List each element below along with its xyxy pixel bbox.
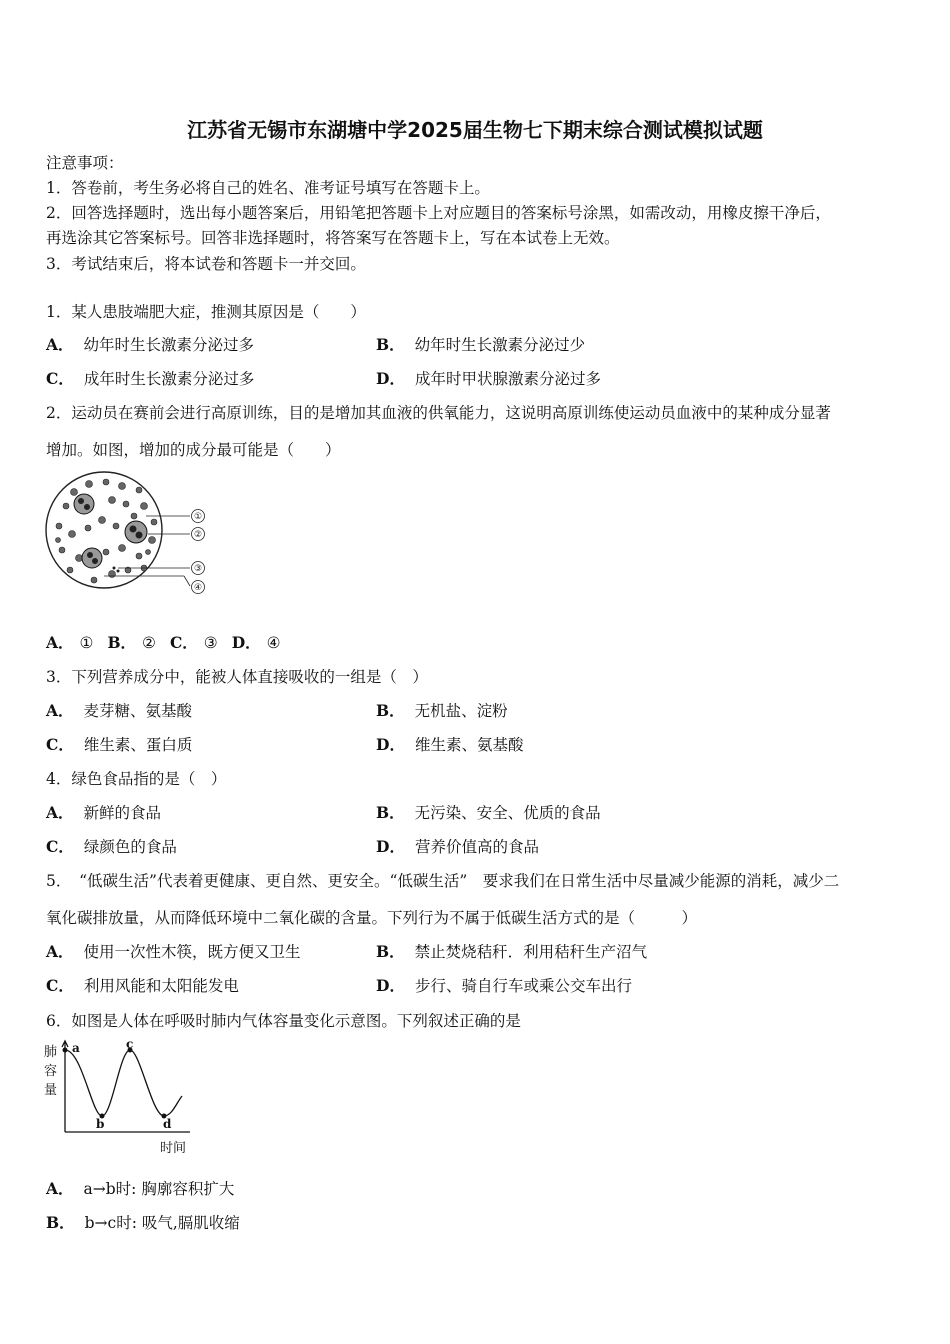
option-label: C． [46,837,74,856]
notice-item: 1．答卷前，考生务必将自己的姓名、准考证号填写在答题卡上。 [46,179,490,197]
graph-point-d: d [163,1117,172,1131]
option-text: 禁止焚烧秸秆．利用秸秆生产沼气 [414,943,648,961]
graph-y-label: 肺 [44,1045,58,1060]
option-text: 成年时生长激素分泌过多 [83,370,255,388]
option-label: D． [376,369,405,388]
figure-label-1: ① [193,512,203,522]
graph-point-a: a [72,1041,80,1055]
option-label: D． [231,633,261,652]
question-1-stem: 1．某人患肢端肥大症，推测其原因是（ ） [46,303,366,321]
option-a [46,701,192,721]
question-4-stem: 4．绿色食品指的是（ ） [46,770,227,788]
option-a [46,803,161,823]
blood-smear-figure [44,470,214,598]
option-text: 无污染、安全、优质的食品 [414,804,601,822]
option-text: 步行、骑自行车或乘公交车出行 [414,977,632,995]
option-c [46,837,177,857]
option-label: B． [376,701,405,720]
question-6-stem: 6．如图是人体在呼吸时肺内气体容量变化示意图。下列叙述正确的是 [46,1012,521,1030]
option-c [46,369,254,389]
option-label: C． [46,976,74,995]
option-c [46,976,239,996]
notice-item: 3．考试结束后，将本试卷和答题卡一并交回。 [46,255,366,273]
option-c [46,735,192,755]
option-text: 无机盐、淀粉 [414,702,508,720]
graph-point-c: c [126,1038,134,1051]
option-label: A． [46,335,74,354]
option-label: B． [376,335,405,354]
option-label: C． [169,633,198,652]
option-d [376,369,601,389]
lung-volume-graph [42,1038,202,1160]
question-2-stem: 2．运动员在赛前会进行高原训练，目的是增加其血液的供氧能力，这说明高原训练使运动员血液中的某种成分显著 [46,404,831,422]
notice-item: 2．回答选择题时，选出每小题答案后，用铅笔把答题卡上对应题目的答案标号涂黑，如需改动，用橡皮擦干净后， [46,204,831,222]
option-label: B． [376,942,405,961]
option-a [46,942,301,962]
option-label: A． [46,803,74,822]
option-label: C． [46,735,74,754]
figure-label-3: ③ [193,564,203,574]
option-text: 绿颜色的食品 [83,838,177,856]
option-label: D． [376,735,405,754]
option-d [376,976,632,996]
option-label: A． [46,1179,74,1198]
option-label: B． [107,633,137,652]
option-label: B． [46,1213,75,1232]
option-text: b→c时: 吸气,膈肌收缩 [84,1214,240,1232]
notice-item: 再选涂其它答案标号。回答非选择题时，将答案写在答题卡上，写在本试卷上无效。 [46,229,620,247]
graph-y-label: 量 [44,1083,58,1098]
option-text: 维生素、蛋白质 [83,736,193,754]
option-text: 使用一次性木筷，既方便又卫生 [83,943,301,961]
option-label: D． [376,976,405,995]
option-d [376,735,523,755]
graph-point-b: b [96,1117,105,1131]
page-title: 江苏省无锡市东湖塘中学2025届生物七下期末综合测试模拟试题 [187,118,763,142]
option-b [376,942,647,962]
question-5-stem: 5． “低碳生活”代表着更健康、更自然、更安全。“低碳生活” 要求我们在日常生活中尽量减少能源的消耗，减少二 [46,872,840,890]
option-label: B． [376,803,405,822]
option-text: ② [142,634,156,652]
option-label: A． [46,701,74,720]
option-a [46,1179,234,1199]
graph-y-label: 容 [44,1064,58,1079]
option-text: a→b时: 胸廓容积扩大 [83,1180,235,1198]
figure-label-4: ④ [193,583,203,593]
option-label: D． [376,837,405,856]
option-b [46,1213,240,1233]
option-text: 营养价值高的食品 [414,838,539,856]
option-label: C． [46,369,74,388]
option-b [376,803,601,823]
option-text: ① [79,634,94,652]
option-label: A． [46,633,74,652]
option-text: 幼年时生长激素分泌过少 [414,336,586,354]
option-text: 维生素、氨基酸 [414,736,524,754]
question-3-stem: 3．下列营养成分中，能被人体直接吸收的一组是（ ） [46,668,428,686]
option-text: 利用风能和太阳能发电 [83,977,239,995]
option-a [46,335,254,355]
option-text: ③ [203,634,218,652]
option-text: 成年时甲状腺激素分泌过多 [414,370,601,388]
figure-label-2: ② [193,530,203,540]
option-b [376,335,585,355]
option-text: 麦芽糖、氨基酸 [83,702,193,720]
question-2-stem: 增加。如图，增加的成分最可能是（ ） [46,441,341,459]
option-d [376,837,539,857]
question-2-options [46,633,281,653]
notice-heading: 注意事项： [46,154,124,172]
option-b [376,701,508,721]
option-text: 新鲜的食品 [83,804,162,822]
graph-x-label: 时间 [160,1141,187,1156]
question-5-stem: 氧化碳排放量，从而降低环境中二氧化碳的含量。下列行为不属于低碳生活方式的是（ ） [46,909,698,927]
option-text: 幼年时生长激素分泌过多 [83,336,255,354]
option-text: ④ [266,634,281,652]
option-label: A． [46,942,74,961]
